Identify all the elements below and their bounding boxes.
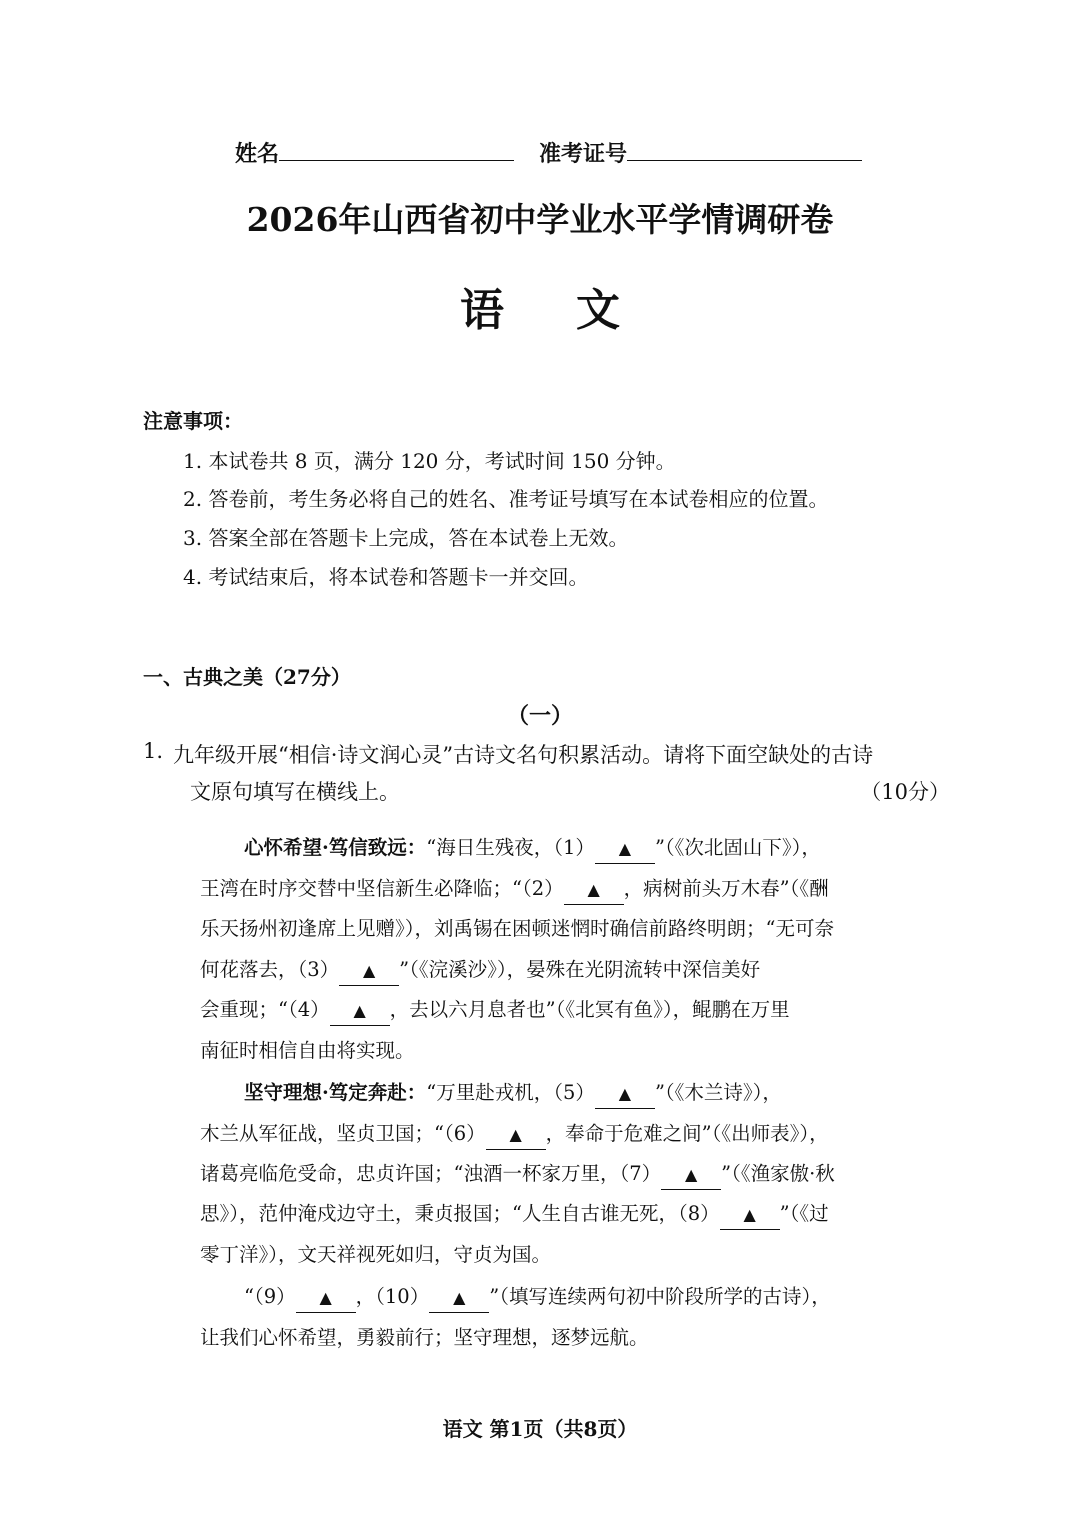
passage-text: ”（《浣溪沙》），晏殊在光阴流转中深信美好 (399, 958, 761, 981)
passage-line (200, 875, 829, 905)
passage-text: ，去以六月息者也”（《北冥有鱼》），鲲鹏在万里 (389, 998, 790, 1021)
passage-text: ”（填写连续两句初中阶段所学的古诗）， (489, 1285, 831, 1308)
passage-text: ，奉命于危难之间”（《出师表》）， (545, 1122, 829, 1145)
exam-id-blank (627, 138, 862, 161)
part-heading: （一） (506, 703, 573, 729)
candidate-info-row (235, 138, 862, 170)
question-text-line: 文原句填写在横线上。 (190, 780, 400, 804)
passage-line: 南征时相信自由将实现。 (200, 1039, 415, 1062)
passage-text: 诸葛亮临危受命，忠贞许国；“浊酒一杯家万里，（7） (200, 1162, 662, 1185)
passage-line: 零丁洋》），文天祥视死如归，守贞为国。 (200, 1243, 552, 1266)
passage-lead: 心怀希望·笃信致远： (244, 836, 427, 859)
subject-title: 语文 (460, 285, 692, 336)
passage-line (200, 996, 790, 1026)
answer-blank-6[interactable]: ▲ (486, 1121, 546, 1150)
passage-text: ”（《渔家傲·秋 (721, 1162, 835, 1185)
answer-blank-1[interactable]: ▲ (595, 835, 655, 864)
question-text-line: 九年级开展“相信·诗文润心灵”古诗文名句积累活动。请将下面空缺处的古诗 (173, 743, 874, 767)
notice-item: 1. 本试卷共 8 页，满分 120 分，考试时间 150 分钟。 (183, 449, 676, 473)
answer-blank-7[interactable]: ▲ (661, 1161, 721, 1190)
passage-line (200, 1200, 829, 1230)
passage-line: 乐天扬州初逢席上见赠》），刘禹锡在困顿迷惘时确信前路终明朗；“无可奈 (200, 917, 834, 940)
passage-line (200, 1120, 829, 1150)
passage-text: ”（《木兰诗》）， (654, 1081, 782, 1104)
passage-text: ，病树前头万木春”（《酬 (623, 877, 829, 900)
section-heading: 一、古典之美（27分） (143, 665, 351, 689)
answer-blank-5[interactable]: ▲ (595, 1080, 655, 1109)
passage-text: 木兰从军征战，坚贞卫国；“（6） (200, 1122, 486, 1145)
notice-item: 4. 考试结束后，将本试卷和答题卡一并交回。 (183, 565, 589, 589)
name-label: 姓名 (235, 141, 280, 167)
exam-id-label: 准考证号 (539, 141, 628, 167)
passage-text: 何花落去，（3） (200, 958, 340, 981)
passage-line (244, 1283, 831, 1313)
answer-blank-4[interactable]: ▲ (330, 997, 390, 1026)
answer-blank-8[interactable]: ▲ (720, 1201, 780, 1230)
passage-text: 会重现；“（4） (200, 998, 330, 1021)
passage-text: “万里赴戎机，（5） (426, 1081, 595, 1104)
name-blank (279, 138, 514, 161)
passage-line (200, 1160, 835, 1190)
notice-item: 3. 答案全部在答题卡上完成，答在本试卷上无效。 (183, 526, 629, 550)
passage-lead: 坚守理想·笃定奔赴： (244, 1081, 427, 1104)
passage-text: “（9） (244, 1285, 296, 1308)
answer-blank-3[interactable]: ▲ (339, 957, 399, 986)
notice-heading: 注意事项： (143, 409, 243, 433)
answer-blank-9[interactable]: ▲ (296, 1284, 356, 1313)
question-number: 1. (143, 739, 164, 763)
notice-item: 2. 答卷前，考生务必将自己的姓名、准考证号填写在本试卷相应的位置。 (183, 487, 829, 511)
passage-line (244, 834, 821, 864)
passage-text: 思》），范仲淹戍边守土，秉贞报国；“人生自古谁无死，（8） (200, 1202, 720, 1225)
answer-blank-2[interactable]: ▲ (564, 876, 624, 905)
exam-title: 2026年山西省初中学业水平学情调研卷 (246, 200, 834, 239)
passage-line (200, 956, 760, 986)
page-footer: 语文 第1页（共8页） (442, 1417, 638, 1441)
passage-line (244, 1079, 782, 1109)
answer-blank-10[interactable]: ▲ (429, 1284, 489, 1313)
passage-text: ，（10） (355, 1285, 430, 1308)
passage-text: 王湾在时序交替中坚信新生必降临；“（2） (200, 877, 564, 900)
passage-text: ”（《过 (779, 1202, 829, 1225)
passage-text: ”（《次北固山下》）， (654, 836, 821, 859)
question-score: （10分） (860, 780, 950, 804)
passage-line: 让我们心怀希望，勇毅前行；坚守理想，逐梦远航。 (200, 1326, 649, 1349)
passage-text: “海日生残夜，（1） (426, 836, 595, 859)
